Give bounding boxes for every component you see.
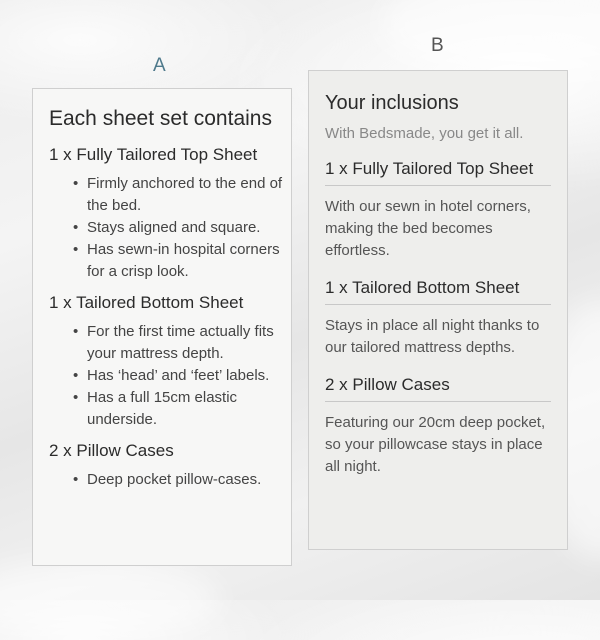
column-a-label: A bbox=[153, 55, 167, 76]
column-b-label: B bbox=[431, 35, 445, 56]
item-description: Stays in place all night thanks to our tailored mattress depths. bbox=[325, 317, 540, 356]
card-b-inclusions bbox=[308, 70, 568, 550]
background-fold-highlight bbox=[0, 560, 220, 640]
bullet-item: • Stays aligned and square. bbox=[73, 217, 291, 239]
bullet-item: • Deep pocket pillow-cases. bbox=[73, 469, 291, 491]
item-heading: 2 x Pillow Cases bbox=[325, 371, 551, 402]
bullet-item: • Has a full 15cm elastic underside. bbox=[73, 387, 291, 431]
bullet-item: • For the first time actually fits your mattress depth. bbox=[73, 321, 291, 365]
section-heading: 1 x Tailored Bottom Sheet bbox=[49, 293, 244, 312]
card-a-title: Each sheet set contains bbox=[49, 107, 272, 130]
card-a-section-top-sheet bbox=[49, 143, 291, 283]
bullet-list bbox=[49, 469, 291, 491]
section-heading: 1 x Fully Tailored Top Sheet bbox=[49, 145, 258, 164]
card-b-item-bottom-sheet bbox=[325, 274, 551, 359]
bullet-list bbox=[49, 321, 291, 431]
card-a-section-bottom-sheet bbox=[49, 291, 291, 431]
card-b-title: Your inclusions bbox=[325, 92, 459, 114]
card-a-sheet-set bbox=[32, 88, 292, 566]
item-description: Featuring our 20cm deep pocket, so your pillowcase stays in place all night. bbox=[325, 414, 546, 475]
background-fold-highlight bbox=[380, 0, 600, 80]
item-description: With our sewn in hotel corners, making the bed becomes effortless. bbox=[325, 198, 531, 259]
bullet-item: • Firmly anchored to the end of the bed. bbox=[73, 173, 291, 217]
card-b-item-pillow-cases bbox=[325, 371, 551, 478]
bullet-list bbox=[49, 173, 291, 283]
card-b-subtitle: With Bedsmade, you get it all. bbox=[325, 125, 524, 142]
bullet-item: • Has sewn-in hospital corners for a crisp look. bbox=[73, 239, 291, 283]
card-b-item-top-sheet bbox=[325, 155, 551, 262]
bullet-item: • Has ‘head’ and ‘feet’ labels. bbox=[73, 365, 291, 387]
item-heading: 1 x Tailored Bottom Sheet bbox=[325, 274, 551, 305]
section-heading: 2 x Pillow Cases bbox=[49, 441, 174, 460]
card-a-section-pillow-cases bbox=[49, 439, 291, 491]
item-heading: 1 x Fully Tailored Top Sheet bbox=[325, 155, 551, 186]
